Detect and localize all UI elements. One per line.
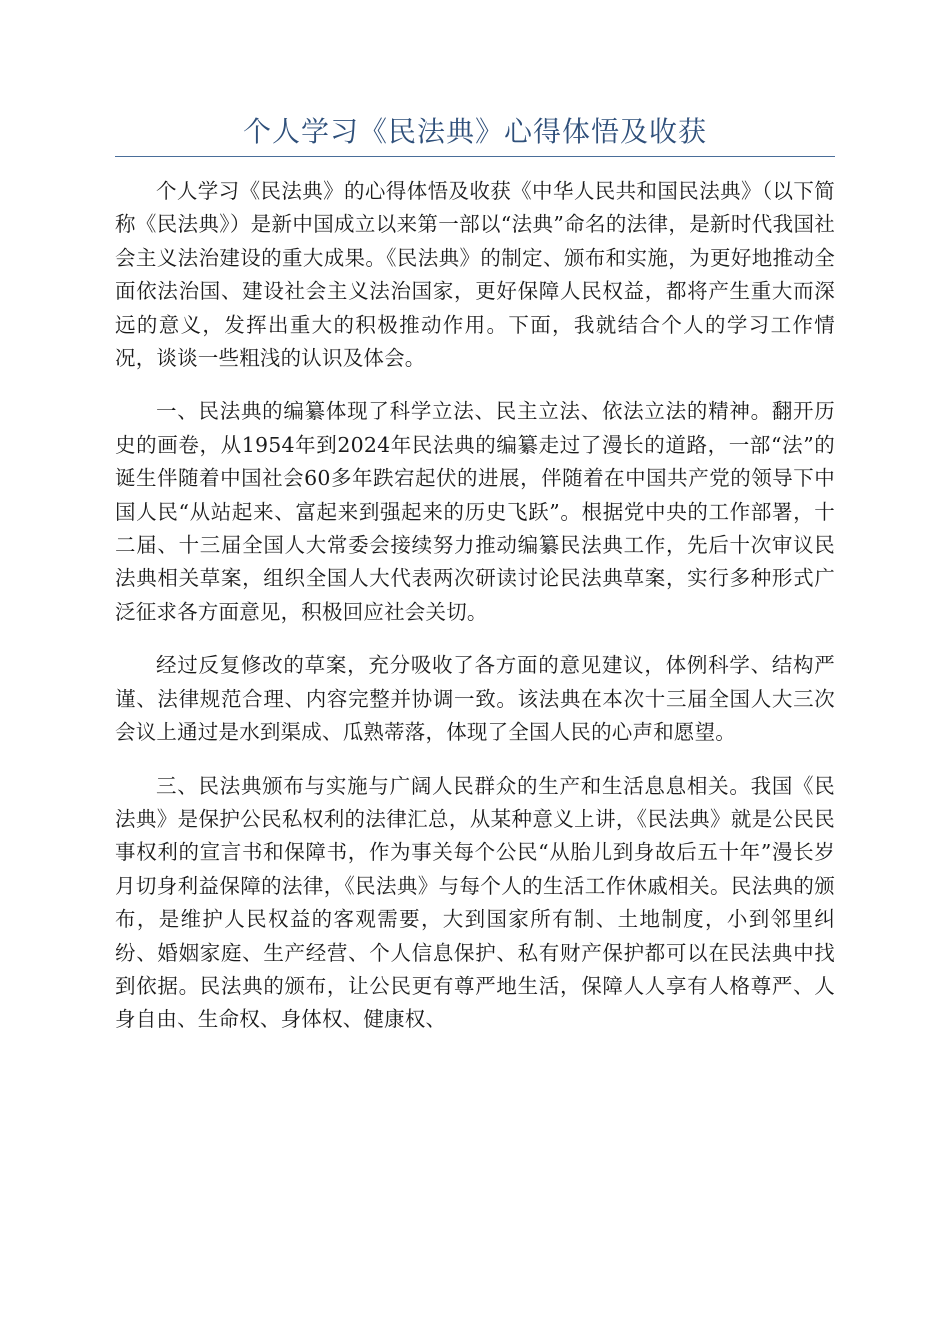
document-title: 个人学习《民法典》心得体悟及收获 <box>242 115 707 148</box>
paragraph-section-three: 三、民法典颁布与实施与广阔人民群众的生产和生活息息相关。我国《民法典》是保护公民私权利的法律汇总，从某种意义上讲，《民法典》就是公民民事权利的宣言书和保障书，作为事关每个公民“从胎儿到身故后五十年”漫长岁月切身利益保障的法律，《民法典》与每个人的生活工作休戚相关。民法典的颁布，是维护人民权益的客观需要，大到国家所有制、土地制度，小到邻里纠纷、婚姻家庭、生产经营、个人信息保护、私有财产保护都可以在民法典中找到依据。民法典的颁布，让公民更有尊严地生活，保障人人享有人格尊严、人身自由、生命权、身体权、健康权、 <box>115 773 835 1032</box>
title-block <box>115 112 835 157</box>
paragraph-revision: 经过反复修改的草案，充分吸收了各方面的意见建议，体例科学、结构严谨、法律规范合理、内容完整并协调一致。该法典在本次十三届全国人大三次会议上通过是水到渠成、瓜熟蒂落，体现了全国人民的心声和愿望。 <box>115 653 835 745</box>
paragraph-intro: 个人学习《民法典》的心得体悟及收获《中华人民共和国民法典》（以下简称《民法典》）是新中国成立以来第一部以“法典”命名的法律，是新时代我国社会主义法治建设的重大成果。《民法典》的制定、颁布和实施，为更好地推动全面依法治国、建设社会主义法治国家，更好保障人民权益，都将产生重大而深远的意义，发挥出重大的积极推动作用。下面，我就结合个人的学习工作情况，谈谈一些粗浅的认识及体会。 <box>115 179 835 371</box>
paragraph-section-one: 一、民法典的编纂体现了科学立法、民主立法、依法立法的精神。翻开历史的画卷，从1954年到2024年民法典的编纂走过了漫长的道路，一部“法”的诞生伴随着中国社会60多年跌宕起伏的进展，伴随着在中国共产党的领导下中国人民“从站起来、富起来到强起来的历史飞跃”。根据党中央的工作部署，十二届、十三届全国人大常委会接续努力推动编纂民法典工作，先后十次审议民法典相关草案，组织全国人大代表两次研读讨论民法典草案，实行多种形式广泛征求各方面意见，积极回应社会关切。 <box>115 399 835 624</box>
document-body <box>115 175 835 1057</box>
